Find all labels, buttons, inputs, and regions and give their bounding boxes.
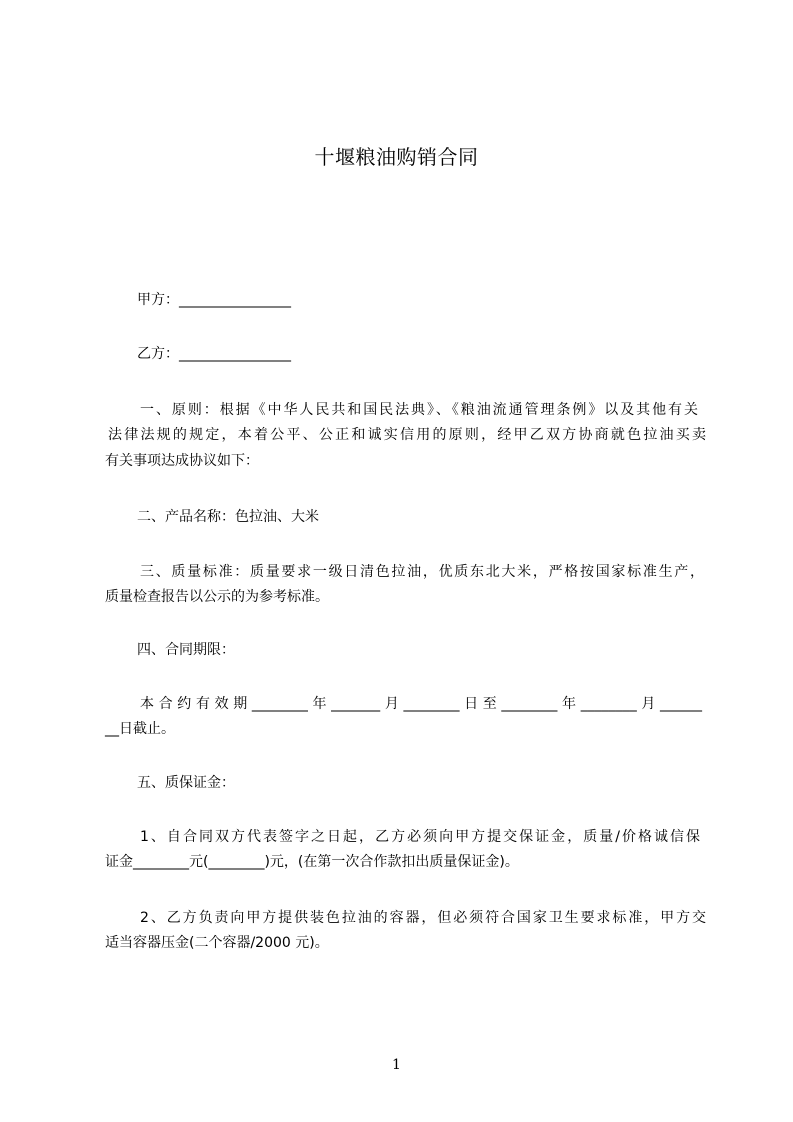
clause5-item2-line2: 适当容器压金(二个容器/2000 元)。 [105, 935, 329, 951]
clause1-line1: 一、原则：根据《中华人民共和国民法典》、《粮油流通管理条例》以及其他有关 [140, 402, 698, 418]
clause4-heading: 四、合同期限： [137, 642, 235, 658]
party-b-line: 乙方：________________ [137, 346, 291, 362]
party-a-line: 甲方：________________ [137, 292, 291, 308]
clause4-line1: 本合约有效期________年_______月________日至________年________月______ [140, 696, 702, 712]
clause5-item1-line2: 证金________元(________)元，(在第一次合作款扣出质量保证金)。 [105, 854, 519, 870]
clause5-item1-line1: 1、自合同双方代表签字之日起，乙方必须向甲方提交保证金，质量/价格诚信保 [140, 829, 700, 845]
clause4-line2: __日截止。 [105, 721, 175, 737]
clause5-heading: 五、质保证金： [137, 775, 235, 791]
page-number: 1 [392, 1057, 401, 1073]
document-title: 十堰粮油购销合同 [314, 145, 479, 169]
clause1-line2: 法律法规的规定，本着公平、公正和诚实信用的原则，经甲乙双方协商就色拉油买卖 [108, 427, 706, 443]
clause5-item2-line1: 2、乙方负责向甲方提供装色拉油的容器，但必须符合国家卫生要求标准，甲方交 [140, 910, 706, 926]
clause1-line3: 有关事项达成协议如下： [105, 453, 259, 469]
clause3-line2: 质量检查报告以公示的为参考标准。 [105, 589, 329, 605]
clause3-line1: 三、质量标准：质量要求一级日清色拉油，优质东北大米，严格按国家标准生产， [140, 564, 704, 580]
clause2-line: 二、产品名称：色拉油、大米 [137, 509, 319, 525]
